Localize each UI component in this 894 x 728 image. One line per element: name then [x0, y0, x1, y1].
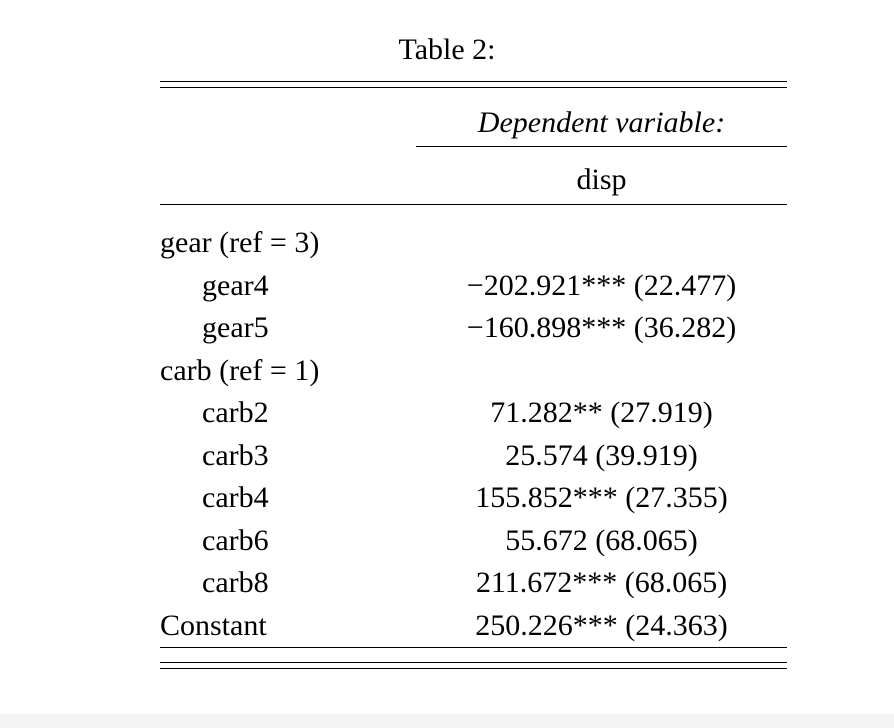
- top-rule-2: [160, 87, 787, 88]
- row-label: Constant: [160, 608, 267, 642]
- bottom-rule-3: [160, 668, 787, 669]
- row-value: 25.574 (39.919): [505, 438, 698, 472]
- table-row: [160, 477, 787, 520]
- row-label: carb8: [202, 566, 269, 600]
- row-value: 250.226*** (24.363): [475, 608, 728, 642]
- page-bottom-edge: [0, 714, 894, 728]
- table-row: [160, 222, 787, 265]
- table-row: [160, 392, 787, 435]
- row-label: carb2: [202, 396, 269, 430]
- row-label: carb4: [202, 481, 269, 515]
- row-value: −160.898*** (36.282): [466, 311, 737, 345]
- bottom-rule-1: [160, 647, 787, 648]
- row-label: gear (ref = 3): [160, 226, 320, 260]
- top-rule-1: [160, 81, 787, 82]
- table-row: [160, 307, 787, 350]
- row-value: 71.282** (27.919): [490, 396, 713, 430]
- table-row: [160, 435, 787, 478]
- row-value: 55.672 (68.065): [505, 523, 698, 557]
- header-rule: [160, 204, 787, 205]
- row-label: carb3: [202, 438, 269, 472]
- dependent-variable-label: Dependent variable:: [477, 106, 726, 139]
- row-value: 211.672*** (68.065): [475, 566, 728, 600]
- row-value: −202.921*** (22.477): [466, 268, 737, 302]
- row-label: gear5: [202, 311, 269, 345]
- table-row: [160, 562, 787, 605]
- row-label: gear4: [202, 268, 269, 302]
- table-row: [160, 265, 787, 308]
- row-label: carb (ref = 1): [160, 353, 320, 387]
- row-value: 155.852*** (27.355): [475, 481, 728, 515]
- dependent-variable-rule: [416, 146, 787, 147]
- bottom-rule-2: [160, 662, 787, 663]
- column-header: disp: [576, 163, 627, 196]
- table-row: [160, 350, 787, 393]
- table-row: [160, 520, 787, 563]
- table-row: [160, 605, 787, 648]
- table-body: [160, 222, 787, 647]
- table-caption: Table 2:: [398, 33, 496, 66]
- row-label: carb6: [202, 523, 269, 557]
